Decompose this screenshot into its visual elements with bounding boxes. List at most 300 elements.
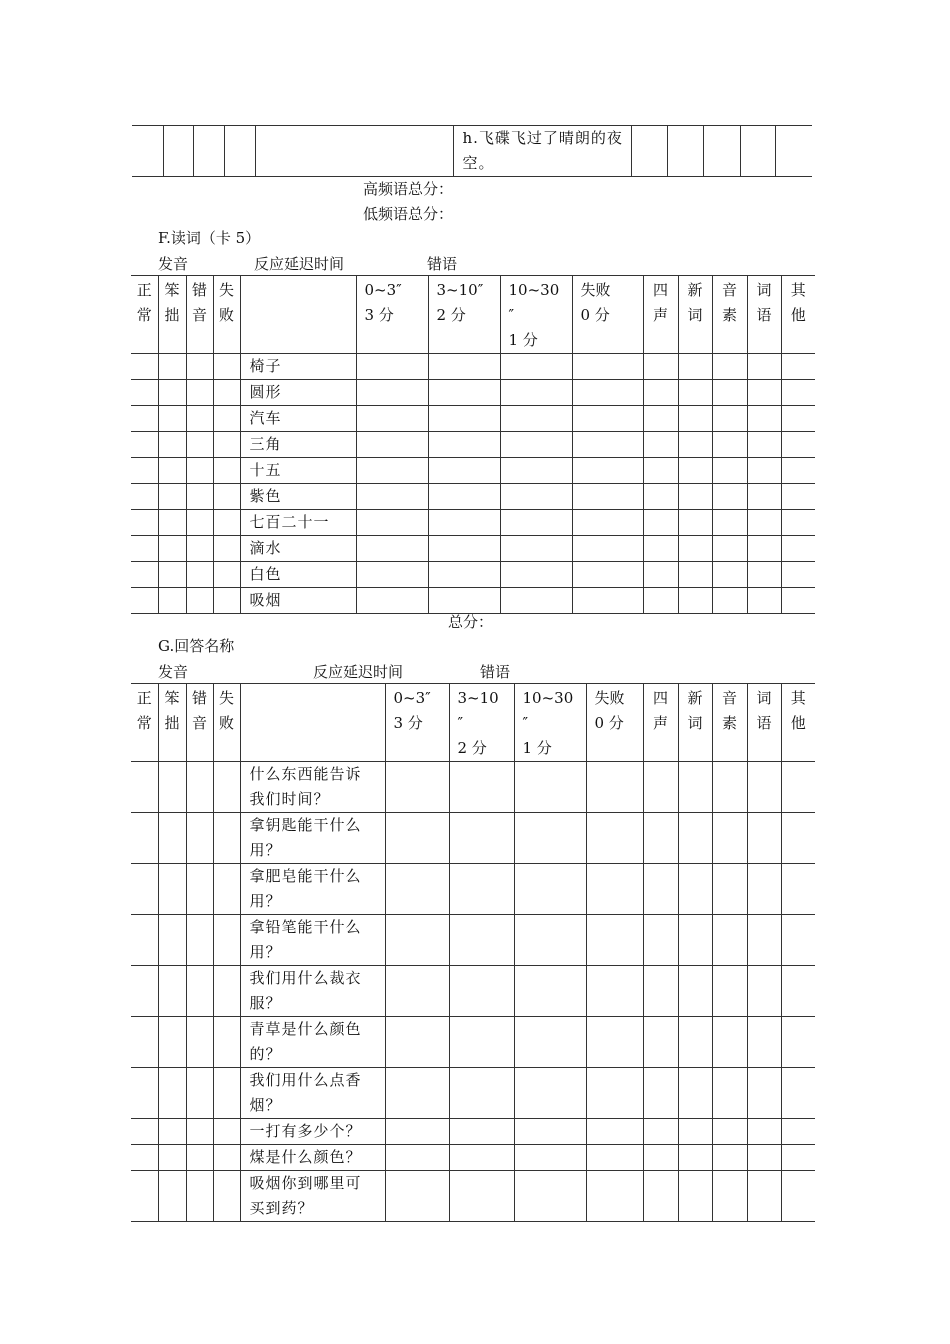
score-cell xyxy=(781,1119,815,1145)
section-f-total: 总分： xyxy=(448,613,494,631)
score-cell xyxy=(158,536,186,562)
score-cell xyxy=(449,864,514,915)
score-cell xyxy=(449,1119,514,1145)
item-text-line: 我们用什么点香 xyxy=(249,1071,362,1089)
score-cell xyxy=(514,1145,586,1171)
header-text: 败 xyxy=(218,714,234,732)
score-cell xyxy=(158,380,186,406)
header-t4 xyxy=(586,684,643,762)
header-e5 xyxy=(781,276,815,354)
score-cell xyxy=(572,380,643,406)
score-cell xyxy=(385,1068,449,1119)
table-row xyxy=(131,354,815,380)
score-cell xyxy=(643,536,678,562)
score-cell xyxy=(712,406,747,432)
header-row xyxy=(131,684,815,762)
score-cell xyxy=(356,354,428,380)
score-cell xyxy=(131,458,158,484)
score-cell xyxy=(158,432,186,458)
score-cell xyxy=(586,762,643,813)
header-text: 声 xyxy=(652,306,668,324)
item-text xyxy=(240,484,356,510)
header-text: 音 xyxy=(191,306,207,324)
score-cell xyxy=(643,354,678,380)
header-text: 2 分 xyxy=(436,306,466,324)
score-cell xyxy=(712,588,747,614)
score-cell xyxy=(213,864,240,915)
score-cell xyxy=(500,588,572,614)
score-cell xyxy=(158,458,186,484)
header-text: 其 xyxy=(790,281,806,299)
score-cell xyxy=(781,864,815,915)
score-cell xyxy=(213,588,240,614)
header-text: 素 xyxy=(721,714,737,732)
score-cell xyxy=(747,432,781,458)
score-cell xyxy=(678,510,712,536)
score-cell xyxy=(186,813,213,864)
score-cell xyxy=(712,458,747,484)
score-cell xyxy=(643,458,678,484)
table-row xyxy=(131,1017,815,1068)
table-row xyxy=(131,536,815,562)
score-cell xyxy=(385,966,449,1017)
header-text: 3~10 xyxy=(457,689,499,707)
score-cell xyxy=(781,354,815,380)
score-cell xyxy=(586,864,643,915)
header-t1 xyxy=(356,276,428,354)
item-text xyxy=(240,915,385,966)
score-cell xyxy=(678,915,712,966)
score-cell xyxy=(781,562,815,588)
score-cell xyxy=(781,1171,815,1222)
score-cell xyxy=(781,915,815,966)
score-cell xyxy=(385,1119,449,1145)
score-cell xyxy=(747,762,781,813)
score-cell xyxy=(131,406,158,432)
score-cell xyxy=(186,510,213,536)
cell xyxy=(775,126,812,177)
score-cell xyxy=(781,510,815,536)
score-cell xyxy=(158,1171,186,1222)
header-text: 正 xyxy=(136,281,152,299)
table-row xyxy=(131,762,815,813)
header-t3 xyxy=(500,276,572,354)
score-cell xyxy=(747,354,781,380)
score-cell xyxy=(678,1171,712,1222)
header-e4 xyxy=(747,684,781,762)
item-text-line: 椅子 xyxy=(249,357,282,375)
score-cell xyxy=(747,380,781,406)
score-cell xyxy=(428,510,500,536)
score-cell xyxy=(643,510,678,536)
score-cell xyxy=(781,813,815,864)
item-text xyxy=(240,380,356,406)
item-text-label: h.飞碟飞过了晴朗的夜空。 xyxy=(462,129,623,172)
score-cell xyxy=(712,1171,747,1222)
score-cell xyxy=(428,588,500,614)
score-cell xyxy=(514,813,586,864)
header-text: 笨 xyxy=(164,689,180,707)
header-text: 词 xyxy=(756,689,772,707)
score-cell xyxy=(428,562,500,588)
score-cell xyxy=(186,1017,213,1068)
score-cell xyxy=(213,406,240,432)
score-cell xyxy=(781,966,815,1017)
header-text: 正 xyxy=(136,689,152,707)
table-row xyxy=(131,458,815,484)
score-cell xyxy=(186,966,213,1017)
score-cell xyxy=(514,762,586,813)
section-g-pron-label: 发音 xyxy=(158,663,189,681)
score-cell xyxy=(643,588,678,614)
score-cell xyxy=(356,484,428,510)
item-text xyxy=(240,562,356,588)
header-text: 1 分 xyxy=(508,331,538,349)
score-cell xyxy=(678,1145,712,1171)
header-text: 语 xyxy=(756,714,772,732)
header-text: 失 xyxy=(218,281,234,299)
score-cell xyxy=(747,1145,781,1171)
header-text: 0~3″ xyxy=(393,689,431,707)
score-cell xyxy=(385,762,449,813)
header-text: 失败 xyxy=(580,281,611,299)
header-text: 1 分 xyxy=(522,739,552,757)
score-cell xyxy=(572,536,643,562)
header-text: 常 xyxy=(136,714,152,732)
score-cell xyxy=(643,966,678,1017)
score-cell xyxy=(643,1017,678,1068)
header-e4 xyxy=(747,276,781,354)
score-cell xyxy=(356,510,428,536)
cell xyxy=(163,126,193,177)
table-row xyxy=(131,588,815,614)
score-cell xyxy=(356,458,428,484)
score-cell xyxy=(747,1171,781,1222)
score-cell xyxy=(449,1068,514,1119)
score-cell xyxy=(449,762,514,813)
score-cell xyxy=(158,1017,186,1068)
score-cell xyxy=(158,406,186,432)
score-cell xyxy=(186,354,213,380)
header-clumsy xyxy=(158,276,186,354)
cell xyxy=(667,126,703,177)
item-text-line: 我们时间？ xyxy=(249,790,330,808)
score-cell xyxy=(158,813,186,864)
score-cell xyxy=(158,1068,186,1119)
score-cell xyxy=(747,458,781,484)
score-cell xyxy=(678,484,712,510)
header-text: 0 分 xyxy=(580,306,610,324)
score-cell xyxy=(678,588,712,614)
table-row xyxy=(131,1171,815,1222)
score-cell xyxy=(500,458,572,484)
item-text xyxy=(240,1068,385,1119)
header-text: 2 分 xyxy=(457,739,487,757)
item-text xyxy=(240,510,356,536)
header-text: 拙 xyxy=(164,306,180,324)
header-text: 素 xyxy=(721,306,737,324)
score-cell xyxy=(186,915,213,966)
score-cell xyxy=(678,354,712,380)
score-cell xyxy=(572,406,643,432)
item-text-line: 服？ xyxy=(249,994,282,1012)
score-cell xyxy=(747,536,781,562)
high-freq-score: 高频语总分： xyxy=(363,180,454,198)
score-cell xyxy=(712,966,747,1017)
table-row xyxy=(131,380,815,406)
item-text-line: 青草是什么颜色 xyxy=(249,1020,362,1038)
header-e2 xyxy=(678,276,712,354)
item-text-line: 用？ xyxy=(249,943,282,961)
header-text: 其 xyxy=(790,689,806,707)
header-text: 词 xyxy=(687,306,703,324)
top-table xyxy=(132,125,812,177)
table-row xyxy=(131,915,815,966)
score-cell xyxy=(514,1068,586,1119)
item-text-line: 十五 xyxy=(249,461,282,479)
item-text-line: 的？ xyxy=(249,1045,282,1063)
score-cell xyxy=(428,458,500,484)
score-cell xyxy=(643,1171,678,1222)
score-cell xyxy=(500,510,572,536)
score-cell xyxy=(356,588,428,614)
score-cell xyxy=(385,1017,449,1068)
score-cell xyxy=(500,536,572,562)
score-cell xyxy=(186,536,213,562)
score-cell xyxy=(586,1017,643,1068)
score-cell xyxy=(712,1145,747,1171)
table-row xyxy=(131,1119,815,1145)
item-text-line: 拿钥匙能干什么 xyxy=(249,816,362,834)
score-cell xyxy=(428,536,500,562)
item-text-line: 紫色 xyxy=(249,487,282,505)
score-cell xyxy=(586,1145,643,1171)
header-fail xyxy=(213,276,240,354)
score-cell xyxy=(712,484,747,510)
score-cell xyxy=(643,562,678,588)
score-cell xyxy=(500,354,572,380)
header-text: 3 分 xyxy=(364,306,394,324)
item-text xyxy=(240,762,385,813)
score-cell xyxy=(213,510,240,536)
score-cell xyxy=(500,380,572,406)
score-cell xyxy=(158,562,186,588)
score-cell xyxy=(131,1068,158,1119)
score-cell xyxy=(356,432,428,458)
score-cell xyxy=(747,562,781,588)
header-text: 新 xyxy=(687,281,703,299)
score-cell xyxy=(500,406,572,432)
score-cell xyxy=(131,432,158,458)
score-cell xyxy=(643,406,678,432)
score-cell xyxy=(712,864,747,915)
item-text-line: 拿铅笔能干什么 xyxy=(249,918,362,936)
score-cell xyxy=(158,1145,186,1171)
score-cell xyxy=(747,966,781,1017)
header-normal xyxy=(131,276,158,354)
score-cell xyxy=(186,432,213,458)
score-cell xyxy=(449,915,514,966)
score-cell xyxy=(678,762,712,813)
score-cell xyxy=(158,510,186,536)
score-cell xyxy=(678,380,712,406)
table-row xyxy=(131,510,815,536)
score-cell xyxy=(213,762,240,813)
score-cell xyxy=(131,1017,158,1068)
header-t2 xyxy=(449,684,514,762)
score-cell xyxy=(186,380,213,406)
item-text xyxy=(240,406,356,432)
header-text: 拙 xyxy=(164,714,180,732)
score-cell xyxy=(131,762,158,813)
score-cell xyxy=(213,966,240,1017)
item-text xyxy=(240,1119,385,1145)
score-cell xyxy=(781,536,815,562)
score-cell xyxy=(158,762,186,813)
score-cell xyxy=(186,1068,213,1119)
score-cell xyxy=(781,432,815,458)
score-cell xyxy=(747,484,781,510)
score-cell xyxy=(712,510,747,536)
header-normal xyxy=(131,684,158,762)
score-cell xyxy=(131,1145,158,1171)
section-f-table xyxy=(131,275,815,614)
header-text: 3 分 xyxy=(393,714,423,732)
score-cell xyxy=(158,864,186,915)
score-cell xyxy=(428,432,500,458)
item-text-line: 滴水 xyxy=(249,539,282,557)
score-cell xyxy=(500,484,572,510)
score-cell xyxy=(643,762,678,813)
score-cell xyxy=(131,562,158,588)
score-cell xyxy=(186,864,213,915)
score-cell xyxy=(643,380,678,406)
score-cell xyxy=(678,562,712,588)
score-cell xyxy=(643,1119,678,1145)
header-text: 笨 xyxy=(164,281,180,299)
item-text xyxy=(240,864,385,915)
section-g-error-label: 错语 xyxy=(480,663,511,681)
score-cell xyxy=(678,966,712,1017)
score-cell xyxy=(131,510,158,536)
item-text xyxy=(240,536,356,562)
table-row xyxy=(131,813,815,864)
item-text-line: 吸烟 xyxy=(249,591,282,609)
score-cell xyxy=(781,406,815,432)
cell xyxy=(193,126,224,177)
score-cell xyxy=(131,354,158,380)
score-cell xyxy=(213,536,240,562)
score-cell xyxy=(572,484,643,510)
score-cell xyxy=(514,915,586,966)
score-cell xyxy=(712,432,747,458)
score-cell xyxy=(678,813,712,864)
header-text: 四 xyxy=(652,281,668,299)
table-row xyxy=(131,484,815,510)
score-cell xyxy=(428,380,500,406)
score-cell xyxy=(712,1017,747,1068)
item-text-line: 什么东西能告诉 xyxy=(249,765,362,783)
table-row xyxy=(131,432,815,458)
score-cell xyxy=(356,536,428,562)
header-text: ″ xyxy=(508,306,515,324)
header-text: 失 xyxy=(218,689,234,707)
score-cell xyxy=(586,1171,643,1222)
cell xyxy=(740,126,775,177)
score-cell xyxy=(712,1119,747,1145)
section-f-pron-label: 发音 xyxy=(158,255,189,273)
score-cell xyxy=(643,1145,678,1171)
item-text xyxy=(240,1145,385,1171)
table-row xyxy=(131,562,815,588)
score-cell xyxy=(781,1145,815,1171)
score-cell xyxy=(514,1171,586,1222)
score-cell xyxy=(385,1171,449,1222)
score-cell xyxy=(449,1017,514,1068)
score-cell xyxy=(131,966,158,1017)
header-fail xyxy=(213,684,240,762)
header-text: ″ xyxy=(457,714,464,732)
score-cell xyxy=(449,1171,514,1222)
score-cell xyxy=(186,562,213,588)
table-row xyxy=(131,406,815,432)
score-cell xyxy=(356,562,428,588)
score-cell xyxy=(131,536,158,562)
score-cell xyxy=(213,562,240,588)
item-text-line: 白色 xyxy=(249,565,282,583)
score-cell xyxy=(186,406,213,432)
score-cell xyxy=(500,432,572,458)
cell xyxy=(703,126,740,177)
score-cell xyxy=(186,484,213,510)
score-cell xyxy=(131,1171,158,1222)
score-cell xyxy=(678,406,712,432)
score-cell xyxy=(678,458,712,484)
score-cell xyxy=(747,813,781,864)
item-text-line: 一打有多少个？ xyxy=(249,1122,362,1140)
header-text: 音 xyxy=(191,714,207,732)
score-cell xyxy=(747,915,781,966)
score-cell xyxy=(747,864,781,915)
header-e1 xyxy=(643,684,678,762)
item-text-line: 用？ xyxy=(249,892,282,910)
header-e1 xyxy=(643,276,678,354)
header-e3 xyxy=(712,684,747,762)
item-text-line: 用？ xyxy=(249,841,282,859)
score-cell xyxy=(158,484,186,510)
section-f-delay-label: 反应延迟时间 xyxy=(254,255,345,273)
score-cell xyxy=(586,1068,643,1119)
item-text-line: 七百二十一 xyxy=(249,513,330,531)
score-cell xyxy=(449,1145,514,1171)
score-cell xyxy=(643,1068,678,1119)
header-t2 xyxy=(428,276,500,354)
header-text: 他 xyxy=(790,306,806,324)
score-cell xyxy=(186,1171,213,1222)
score-cell xyxy=(747,588,781,614)
section-g-title: G.回答名称 xyxy=(158,637,235,655)
section-f-error-label: 错语 xyxy=(427,255,458,273)
score-cell xyxy=(158,966,186,1017)
score-cell xyxy=(428,484,500,510)
header-text: 失败 xyxy=(594,689,625,707)
score-cell xyxy=(213,354,240,380)
score-cell xyxy=(131,380,158,406)
score-cell xyxy=(586,1119,643,1145)
header-clumsy xyxy=(158,684,186,762)
score-cell xyxy=(213,432,240,458)
item-text xyxy=(240,354,356,380)
